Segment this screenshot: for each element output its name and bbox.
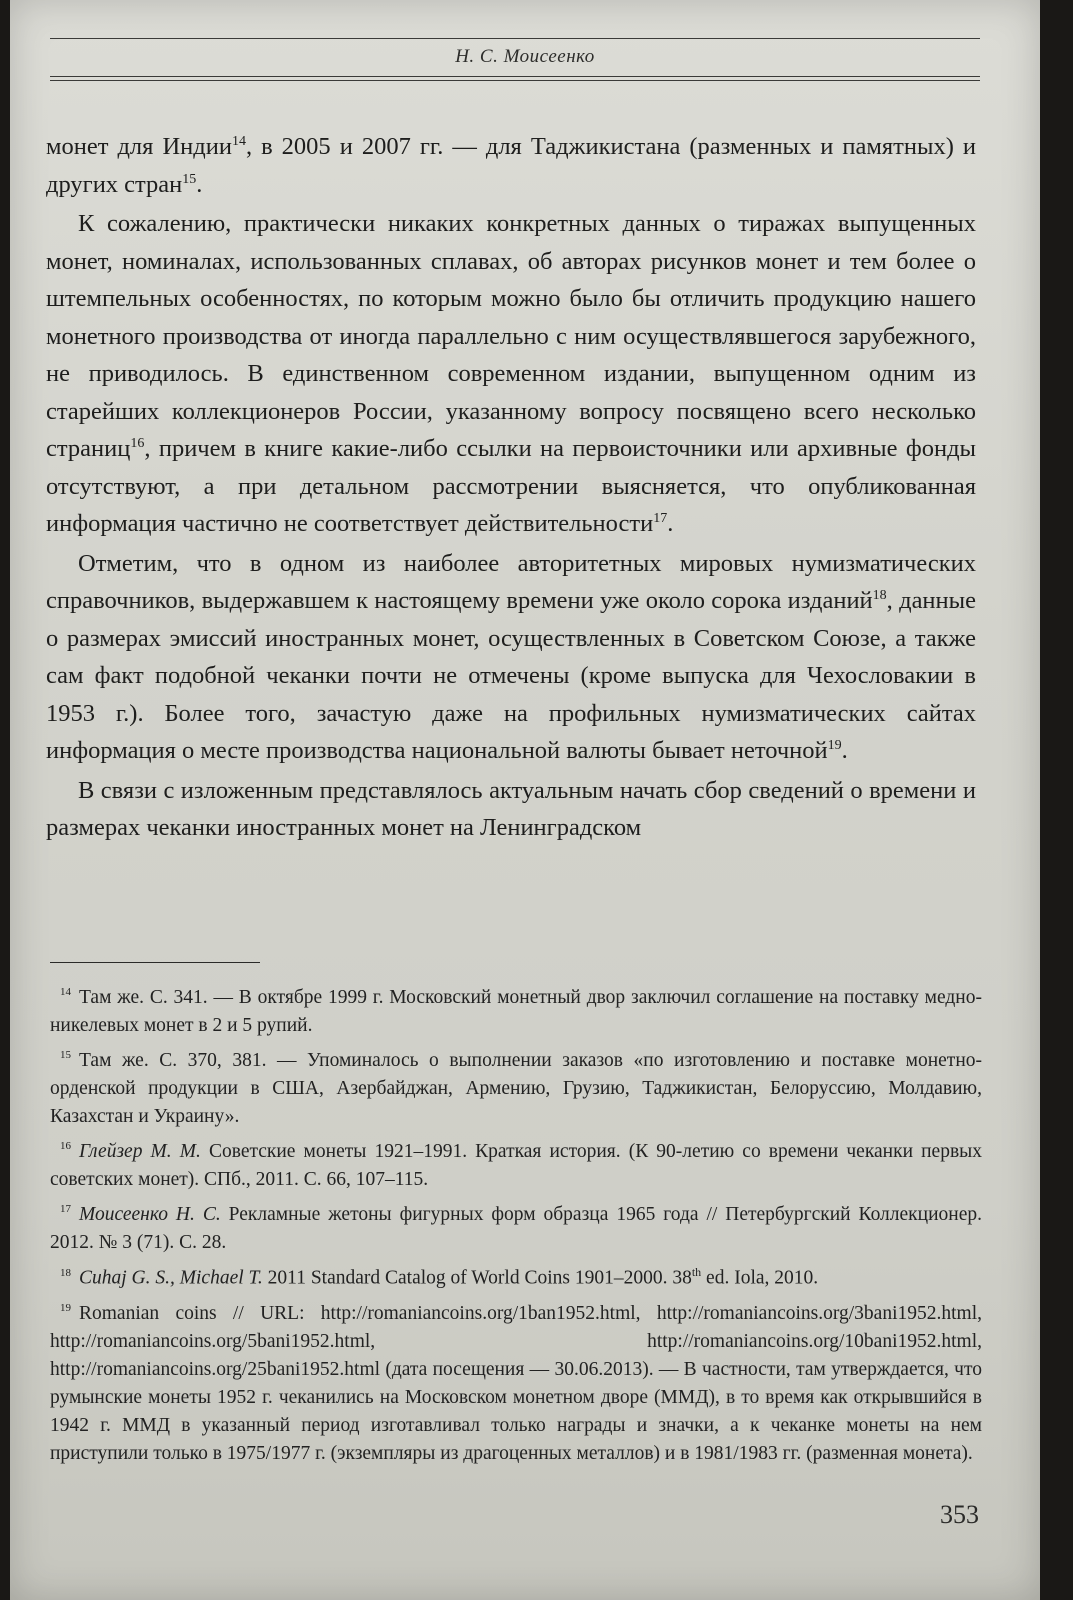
main-text (46, 128, 976, 847)
footnote-number: 17 (60, 1203, 71, 1215)
paragraph-3: Отметим, что в одном из наиболее авторитетных мировых нумизматических справочников, выдержавшем к настоящему времени уже около сорока изданий$^{18}$, данные о размерах эмиссий иностранных монет, осуществленных в Советском Союзе, а также сам факт подобной чеканки почти не отмечены (кроме выпуска для Чехословакии в 1953 г.). Более того, зачастую даже на профильных нумизматических сайтах информация о месте производства национальной валюты бывает неточной$^{19}$. (46, 549, 976, 764)
footnote-number: 19 (60, 1301, 71, 1314)
footnote-16: $^{16}$ Глейзер М. М. Советские монеты 1921–1991. Краткая история. (К 90-летию со времени чеканки первых советских монет). СПб., 2011. С. 66, 107–115. (50, 1140, 983, 1190)
footnote-ref-14[interactable]: 14 (231, 134, 246, 149)
footnote-author: Глейзер М. М. (79, 1141, 201, 1162)
footnote-number: 18 (60, 1266, 71, 1279)
footnote-ref-15[interactable]: 15 (182, 171, 197, 187)
paragraph-2: К сожалению, практически никаких конкретных данных о тиражах выпущенных монет, номиналах, использованных сплавах, об авторах рисунков монет и тем более о штемпельных особенностях, по которым можно было бы отличить продукцию нашего монетного производства от иногда параллельно с ним осуществлявшегося зарубежного, не приводилось. В единственном современном издании, выпущенном одним из старейших коллекционеров России, указанному вопросу посвящено всего несколько страниц$^{16}$, причем в книге какие-либо ссылки на первоисточники или архивные фонды отсутствуют, а при детальном рассмотрении выясняется, что опубликованная информация частично не соответствует действительности$^{17}$. (46, 210, 976, 537)
footnote-18: $^{18}$ Cuhaj G. S., Michael T. 2011 Standard Catalog of World Coins 1901–2000. 38th ed. Iola, 2010. (60, 1265, 819, 1289)
running-head: Н. С. Моисеенко (455, 46, 595, 67)
ordinal-suffix: th (691, 1265, 702, 1279)
page-number: 353 (940, 1500, 979, 1529)
footnote-17: $^{17}$ Моисеенко Н. С. Рекламные жетоны фигурных форм образца 1965 года // Петербургский Коллекционер. 2012. № 3 (71). С. 28. (50, 1203, 982, 1253)
paragraph-4: В связи с изложенным представлялось актуальным начать сбор сведений о времени и размерах чеканки иностранных монет на Ленинградском (46, 776, 976, 841)
footnote-separator (50, 962, 260, 963)
footnote-19: $^{19}$ Romanian coins // URL: http://romaniancoins.org/1ban1952.html, http://romaniancoins.org/3bani1952.html, http://romaniancoins.org/5bani1952.html, http://romaniancoins.org/10bani1952.html, http://romaniancoins.org/25bani1952.html (дата посещения — 30.06.2013). — В частности, там утверждается, что румынские монеты 1952 г. чеканились на Московском монетном дворе (ММД), в то время как открывшийся в 1942 г. ММД в указанный период изготавливал только награды и значки, а к чеканке монеты на нем приступили только в 1975/1977 г. (экземпляры из драгоценных металлов) и в 1981/1983 гг. (разменная монета). (50, 1301, 982, 1464)
header-bottom-rule-2 (50, 80, 980, 81)
footnote-14: $^{14}$ Там же. С. 341. — В октябре 1999 г. Московский монетный двор заключил соглашение на поставку медно-никелевых монет в 2 и 5 рупий. (50, 986, 982, 1036)
footnote-number: 16 (60, 1140, 71, 1152)
footnote-number: 15 (60, 1049, 71, 1061)
footnote-ref-17[interactable]: 17 (653, 511, 668, 526)
footnote-ref-16[interactable]: 16 (130, 436, 145, 451)
footnote-15: $^{15}$ Там же. С. 370, 381. — Упоминалось о выполнении заказов «по изготовлению и поставке монетно-орденской продукции в США, Азербайджан, Армению, Грузию, Таджикистан, Белоруссию, Молдавию, Казахстан и Украину». (50, 1049, 982, 1127)
footnote-ref-19[interactable]: 19 (827, 738, 842, 753)
footnote-ref-18[interactable]: 18 (872, 588, 887, 603)
book-page (10, 0, 1040, 1600)
header-bottom-rule (50, 76, 980, 77)
header-top-rule (50, 38, 980, 39)
footnote-author: Моисеенко Н. С. (79, 1204, 221, 1225)
footnote-number: 14 (60, 986, 71, 998)
paragraph-1: монет для Индии$^{14}$, в 2005 и 2007 гг. — для Таджикистана (разменных и памятных) и других стран$^{15}$. (46, 133, 977, 198)
footnote-author: Cuhaj G. S., Michael T. (79, 1267, 263, 1289)
footnotes (50, 978, 982, 1469)
